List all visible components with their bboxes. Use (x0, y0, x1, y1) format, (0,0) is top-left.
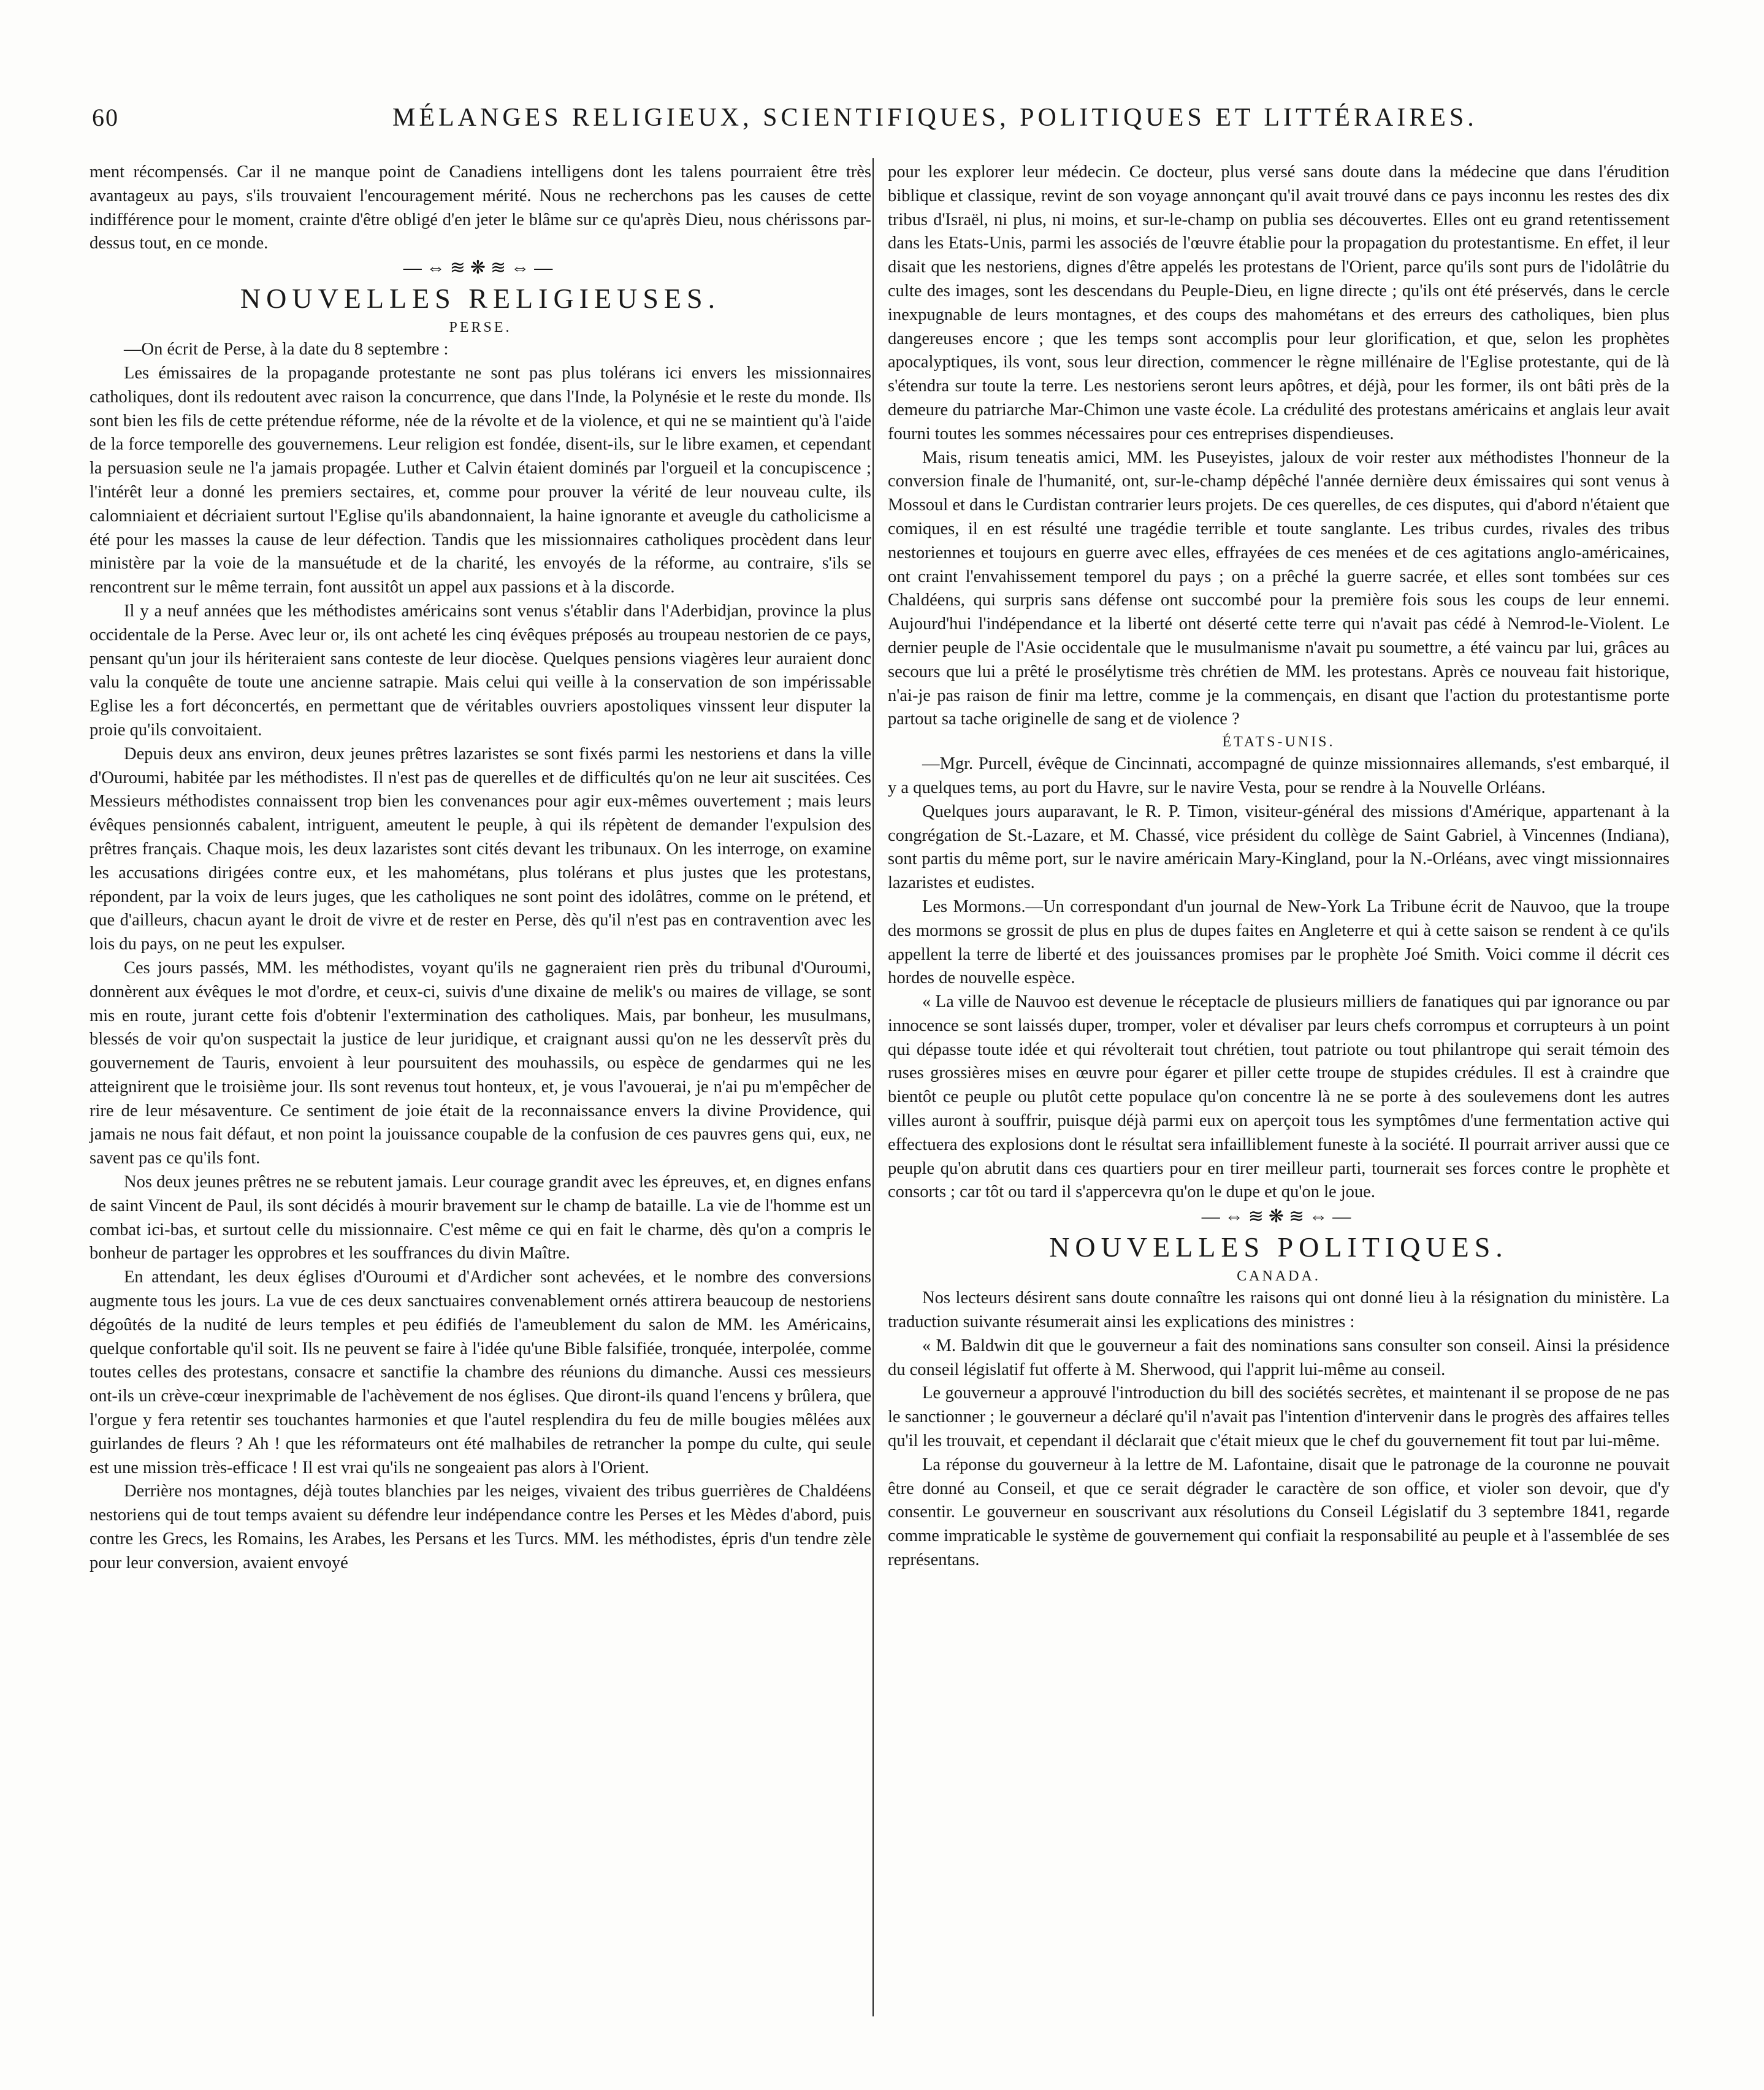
article-paragraph: Le gouverneur a approuvé l'introduction du bill des sociétés secrètes, et maintenant il se propose de ne pas le sanctionner ; le gouverneur a déclaré qu'il n'avait pas l'intention d'intervenir dans le progrès des affaires telles qu'il les trouvait, et cependant il déclarait que c'était mieux que le chef du gouvernement fit tout par lui-même. (888, 1384, 1670, 1451)
article-paragraph: Il y a neuf années que les méthodistes américains sont venus s'établir dans l'Aderbidjan, province la plus occidentale de la Perse. Avec leur or, ils ont acheté les cinq évêques préposés au troupeau nestorien de ce pays, pensant qu'un jour ils hériteraient sans conteste de leur diocèse. Quelques pensions viagères leur auraient donc valu la conquête de toute une ancienne satrapie. Mais celui qui veille à la conservation de son impérissable Eglise les a fort déconcertés, en permettant que de véritables ouvriers apostoliques vinssent leur disputer la proie qu'ils convoitaient. (90, 601, 871, 740)
intro-paragraph: ment récompensés. Car il ne manque point de Canadiens intelligens dont les talens pourraient être très avantageux au pays, s'ils trouvaient l'encouragement mérité. Nous ne recherchons pas les causes de cette indifférence pour le moment, crainte d'être obligé d'en jeter le blâme sur ce qu'après Dieu, nous chérissons par-dessus tout, en ce monde. (90, 163, 871, 253)
article-paragraph: Derrière nos montagnes, déjà toutes blanchies par les neiges, vivaient des tribus guerrières de Chaldéens nestoriens qui de tout temps avaient su défendre leur indépendance contre les Perses et les Mèdes d'abord, puis contre les Grecs, les Romains, les Arabes, les Persans et les Turcs. MM. les méthodistes, épris d'un tendre zèle pour leur conversion, avaient envoyé (90, 1482, 871, 1572)
left-column (90, 161, 871, 1575)
article-paragraph: En attendant, les deux églises d'Ouroumi et d'Ardicher sont achevées, et le nombre des conversions augmente tous les jours. La vue de ces deux sanctuaires convenablement ornés attirera beaucoup de nestoriens dégoûtés de la nudité de leurs temples et peu édifiés de l'ameublement du salon de MM. les Américains, quelque confortable qu'il soit. Ils ne peuvent se faire à l'idée qu'une Bible falsifiée, tronquée, interpolée, comme toutes celles des protestans, consacre et sanctifie la chambre des réunions du dimanche. Aussi ces messieurs ont-ils un crève-cœur inexprimable de l'achèvement de nos églises. Que diront-ils quand l'encens y brûlera, que l'orgue y fera retentir ses touchantes harmonies et que l'autel resplendira du feu de mille bougies mêlées aux guirlandes de fleurs ? Ah ! que les réformateurs ont été malhabiles de retrancher la pompe du culte, qui seule est une mission très-efficace ! Il est vrai qu'ils ne songeaient pas alors à l'Orient. (90, 1268, 871, 1477)
subhead-etats-unis: ÉTATS-UNIS. (1222, 734, 1335, 751)
article-paragraph: Nos deux jeunes prêtres ne se rebutent jamais. Leur courage grandit avec les épreuves, et, en dignes enfans de saint Vincent de Paul, ils sont décidés à mourir bravement sur le champ de bataille. La vie de l'homme est un combat ici-bas, et surtout celle du missionnaire. C'est même ce qui en fait le charme, dès qu'on a compris le bonheur de partager les opprobres et les souffrances du divin Maître. (90, 1173, 871, 1263)
article-paragraph: Les émissaires de la propagande protestante ne sont pas plus tolérans ici envers les missionnaires catholiques, dont ils redoutent avec raison la concurrence, que dans l'Inde, la Polynésie et le reste du monde. Ils sont bien les fils de cette prétendue réforme, née de la révolte et de la violence, et qui ne se maintient qu'à l'aide de la force temporelle des gouvernemens. Leur religion est fondée, disent-ils, sur le libre examen, et cependant la persuasion seule ne l'a jamais propagée. Luther et Calvin étaient dominés par l'orgueil et la concupiscence ; l'intérêt leur a donné les premiers sectaires, et, comme pour prouver la vérité de leur nouveau culte, ils calomniaient et décriaient surtout l'Eglise qu'ils abandonnaient, la haine ignorante et aveugle du catholicisme a été pour les masses la cause de leur défection. Tandis que les missionnaires catholiques procèdent dans leur ministère par la voie de la mansuétude et de la charité, les envoyés de la réforme, au contraire, s'ils se rencontrent sur le même terrain, font aussitôt un appel aux passions et à la discorde. (90, 363, 871, 597)
right-column (888, 161, 1670, 1572)
quoted-paragraph: « M. Baldwin dit que le gouverneur a fait des nominations sans consulter son conseil. Ainsi la présidence du conseil législatif fut offerte à M. Sherwood, qui l'apprit lui-même au conseil. (888, 1336, 1670, 1379)
article-paragraph: —Mgr. Purcell, évêque de Cincinnati, accompagné de quinze missionnaires allemands, s'est embarqué, il y a quelques tems, au port du Havre, sur le navire Vesta, pour se rendre à la Nouvelle Orléans. (888, 754, 1670, 797)
publication-title: MÉLANGES RELIGIEUX, SCIENTIFIQUES, POLITIQUES ET LITTÉRAIRES. (392, 104, 1478, 132)
article-paragraph: Les Mormons.—Un correspondant d'un journal de New-York La Tribune écrit de Nauvoo, que la troupe des mormons se grossit de plus en plus de dupes faites en Angleterre et qui à cette saison se rendent à ce qu'ils appellent la terre de liberté et des jouissances promises par le prophète Joé Smith. Voici comme il décrit ces hordes de nouvelle espèce. (888, 897, 1670, 988)
article-paragraph: Quelques jours auparavant, le R. P. Timon, visiteur-général des missions d'Amérique, appartenant à la congrégation de St.-Lazare, et M. Chassé, vice président du collège de Saint Gabriel, à Vincennes (Indiana), sont partis du même port, sur le navire américain Mary-Kingland, pour la N.-Orléans, avec vingt missionnaires lazaristes et eudistes. (888, 802, 1670, 893)
article-paragraph: La réponse du gouverneur à la lettre de M. Lafontaine, disait que le patronage de la couronne ne pouvait être donné au Conseil, et que ce serait dégrader le caractère de son office, et violer son devoir, que d'y consentir. Le gouverneur en souscrivant aux résolutions du Conseil Législatif du 3 septembre 1841, regarde comme impraticable le système de gouvernement qui confiait la responsabilité au peuple et à l'assemblée de ses représentans. (888, 1455, 1670, 1570)
article-paragraph: Nos lecteurs désirent sans doute connaître les raisons qui ont donné lieu à la résignation du ministère. La traduction suivante résumerait ainsi les explications des ministres : (888, 1288, 1670, 1332)
ornament-divider: —⇔≋❋≋⇔— (403, 258, 558, 278)
subhead-perse: PERSE. (449, 320, 512, 336)
article-paragraph: Mais, risum teneatis amici, MM. les Puseyistes, jaloux de voir rester aux méthodistes l'honneur de la conversion finale de l'humanité, ont, sur-le-champ dépêché l'année dernière deux émissaires qui sont venus à Mossoul et dans le Curdistan contrarier leurs projets. De ces querelles, de ces disputes, qui d'abord n'étaient que comiques, il en est résulté une tragédie terrible et toute sanglante. Les tribus curdes, rivales des tribus nestoriennes et toujours en guerre avec elles, effrayées de ces menées et de ces agitations anglo-américaines, ont craint l'envahissement temporel du pays ; on a prêché la guerre sacrée, et elles sont tombées sur ces Chaldéens, qui surpris sans défense ont succombé pour la première fois sous les coups de leur ennemi. Aujourd'hui l'indépendance et la liberté ont déserté cette terre qui n'avait pas cédé à Nemrod-le-Violent. Le dernier peuple de l'Asie occidentale que le musulmanisme n'avait pu soumettre, a été vaincu par lui, grâces au secours que lui a prêté le prosélytisme très chrétien de MM. les protestans. Après ce nouveau fait historique, n'ai-je pas raison de finir ma lettre, comme je la commençais, en disant que l'action du protestantisme porte partout sa tache originelle de sang et de violence ? (888, 448, 1670, 729)
section-title-political-news: NOUVELLES POLITIQUES. (1049, 1231, 1508, 1263)
article-paragraph: Depuis deux ans environ, deux jeunes prêtres lazaristes se sont fixés parmi les nestoriens et dans la ville d'Ouroumi, habitée par les méthodistes. Il n'est pas de querelles et de difficultés qu'on ne leur ait suscitées. Ces Messieurs méthodistes connaissent trop bien les convenances pour agir eux-mêmes ouvertement ; mais leurs évêques pensionnés cabalent, intriguent, ameutent le peuple, à qui ils répètent de demander l'expulsion des prêtres français. Chaque mois, les deux lazaristes sont cités devant les tribunaux. On les interroge, on examine les accusations dirigées contre eux, et les mahométans, plus tolérans et plus justes que les protestans, répondent, par la voix de leurs juges, que les catholiques ne sont point des idolâtres, comme on le prétend, et que d'ailleurs, chacun ayant le droit de vivre et de rester en Perse, dès qu'il n'est pas en contravention avec les lois du pays, on ne peut les expulser. (90, 744, 871, 954)
quoted-paragraph: « La ville de Nauvoo est devenue le réceptacle de plusieurs milliers de fanatiques qui par ignorance ou par innocence se sont laissés duper, tromper, voler et dévaliser par leurs chefs corrompus et corrupteurs à un point qui dépasse toute idée et qui révolterait tout chrétien, tout patriote ou tout philantrope qui serait témoin des ruses grossières mises en œuvre pour égarer et piller cette troupe de stupides crédules. Il est à craindre que bientôt ce peuple ou plutôt cette populace qu'on concentre là ne se porte à des soulevemens dont les autres villes auront à souffrir, puisque déjà parmi eux on aperçoit tous les symptômes d'une fermentation active qui effectuera des explosions dont le résultat sera infailliblement funeste à la société. Il pourrait arriver aussi que ce peuple qu'on abrutit dans ces quartiers pour en tirer meilleur parti, tournerait ses forces contre le prophète et consorts ; car tôt ou tard il s'appercevra qu'on le dupe et qu'on le joue. (888, 992, 1670, 1202)
running-head (74, 103, 1692, 146)
column-divider (872, 158, 874, 2016)
page-number: 60 (92, 104, 119, 131)
ornament-divider: —⇔≋❋≋⇔— (1201, 1206, 1356, 1227)
dateline: —On écrit de Perse, à la date du 8 septembre : (124, 340, 449, 359)
article-paragraph: Ces jours passés, MM. les méthodistes, voyant qu'ils ne gagneraient rien près du tribunal d'Ouroumi, donnèrent aux évêques le mot d'ordre, et ceux-ci, suivis d'une dixaine de melik's ou maires de village, se sont mis en route, jurant cette fois d'obtenir l'extermination des catholiques. Mais, par bonheur, les musulmans, blessés de voir qu'on suspectait la justice de leur juridique, et craignant aussi qu'on ne les desservît près du gouvernement de Tauris, envoient à leur poursuitent des mouhassils, ou espèce de gendarmes qui ne les atteignirent que le troisième jour. Ils sont revenus tout honteux, et, je vous l'avouerai, je n'ai pu m'empêcher de rire de leur mésaventure. Ce sentiment de joie était de la reconnaissance envers la divine Providence, qui jamais ne nous fait défaut, et non point la jouissance coupable de la confusion de ces pauvres gens qui, eux, ne savent pas ce qu'ils font. (90, 958, 871, 1168)
article-paragraph: pour les explorer leur médecin. Ce docteur, plus versé sans doute dans la médecine que dans l'érudition biblique et classique, revint de son voyage annonçant qu'il avait trouvé dans ce pays inconnu les restes des dix tribus d'Israël, ni plus, ni moins, et sur-le-champ on publia ses découvertes. Elles ont eu grand retentissement dans les Etats-Unis, parmi les associés de l'œuvre établie pour la propagation du protestantisme. En effet, il leur disait que les nestoriens, dignes d'être appelés les protestans de l'Orient, parce qu'ils sont purs de l'idolâtrie du culte des images, sont les descendans du Peuple-Dieu, en ligne directe ; qu'ils ont été préservés, dans le cercle inexpugnable de leurs montagnes, et des coups des mahométans et des erreurs des catholiques, bien plus dangereuses encore ; que les temps sont accomplis pour leur glorification, et que, selon les prophètes apocalyptiques, ils vont, sous leur direction, commencer le règne millénaire de l'Eglise protestante, qui de là s'étendra sur toute la terre. Les nestoriens seront leurs apôtres, et déjà, pour les former, ils ont bâti près de la demeure du patriarche Mar-Chimon une vaste école. La crédulité des protestans américains et anglais leur avait fourni toutes les sommes nécessaires pour ces entreprises dispendieuses. (888, 163, 1670, 443)
section-title-religious-news: NOUVELLES RELIGIEUSES. (240, 283, 721, 315)
subhead-canada: CANADA. (1237, 1268, 1321, 1285)
